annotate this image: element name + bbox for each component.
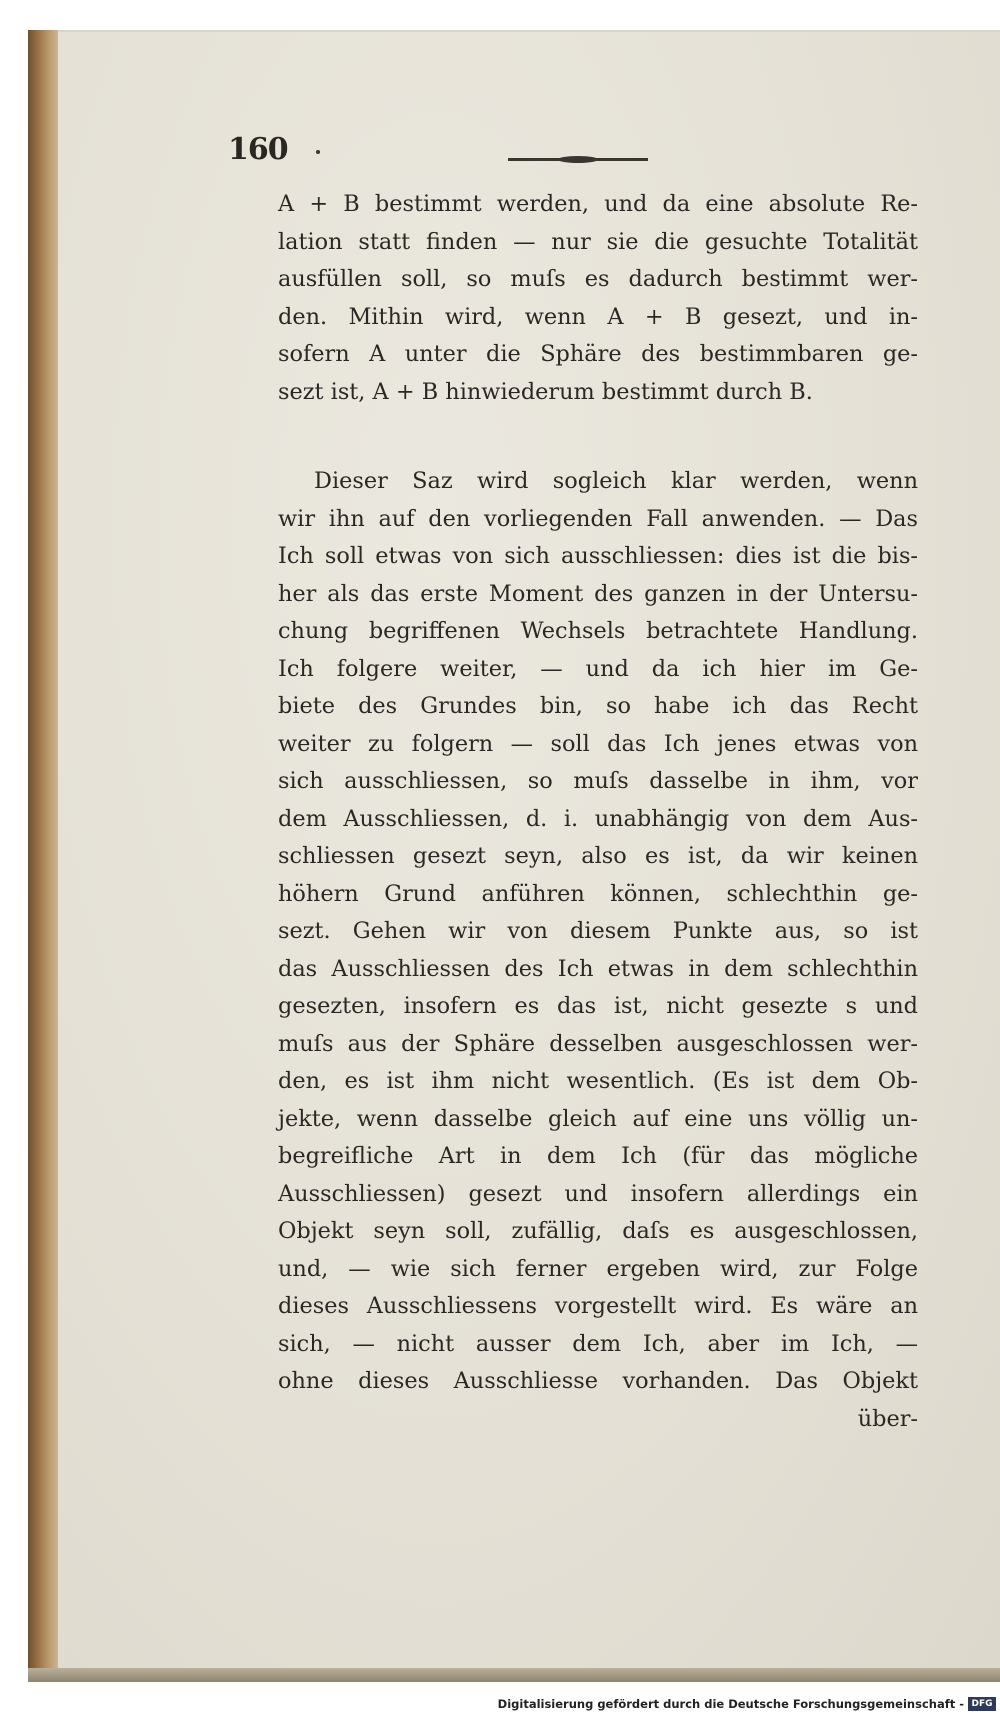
- text-line: her als das erste Moment des ganzen in der Untersu-: [278, 580, 918, 607]
- text-line: den. Mithin wird, wenn A + B gesezt, und in-: [278, 303, 918, 330]
- footer-credit: Digitalisierung gefördert durch die Deutsche Forschungsgemeinschaft -: [497, 1697, 964, 1711]
- catchword: über-: [857, 1405, 918, 1432]
- text-line: das Ausschliessen des Ich etwas in dem schlechthin: [278, 955, 918, 982]
- page-bottom-edge: [28, 1668, 1000, 1682]
- text-line: Ich soll etwas von sich ausschliessen: dies ist die bis-: [278, 543, 918, 569]
- text-line: biete des Grundes bin, so habe ich das Recht: [278, 693, 918, 719]
- header-ornament-rule: [508, 158, 648, 161]
- text-line: Dieser Saz wird sogleich klar werden, wenn: [314, 468, 918, 494]
- text-line: gesezten, insofern es das ist, nicht gesezte s und: [278, 993, 918, 1019]
- dfg-logo-icon: DFG: [968, 1697, 996, 1711]
- text-line: begreifliche Art in dem Ich (für das mögliche: [278, 1143, 918, 1169]
- text-line: jekte, wenn dasselbe gleich auf eine uns völlig un-: [278, 1105, 918, 1132]
- text-line: dem Ausschliessen, d. i. unabhängig von dem Aus-: [278, 805, 918, 832]
- page-number: 160: [228, 132, 288, 167]
- text-line: sezt ist, A + B hinwiederum bestimmt durch B.: [278, 378, 813, 405]
- text-line: A + B bestimmt werden, und da eine absolute Re-: [278, 191, 918, 217]
- paragraph-2: [278, 463, 918, 1438]
- paragraph-1: [278, 186, 918, 411]
- text-line: muſs aus der Sphäre desselben ausgeschlossen wer-: [278, 1030, 918, 1057]
- text-line: sich ausschliessen, so muſs dasselbe in ihm, vor: [278, 768, 918, 794]
- text-line: ohne dieses Ausschliesse vorhanden. Das Objekt: [278, 1368, 918, 1394]
- text-line: sezt. Gehen wir von diesem Punkte aus, so ist: [278, 918, 918, 944]
- text-line: Ich folgere weiter, — und da ich hier im Ge-: [278, 655, 918, 682]
- header-dot: [316, 150, 320, 154]
- text-line: weiter zu folgern — soll das Ich jenes etwas von: [278, 730, 918, 757]
- text-line: höhern Grund anführen können, schlechthin ge-: [278, 880, 918, 907]
- text-line: lation statt finden — nur sie die gesuchte Totalität: [278, 228, 918, 255]
- text-line: den, es ist ihm nicht wesentlich. (Es ist dem Ob-: [278, 1068, 918, 1094]
- text-line: Objekt seyn soll, zufällig, daſs es ausgeschlossen,: [278, 1218, 918, 1244]
- book-spine: [28, 30, 58, 1680]
- text-line: ausfüllen soll, so muſs es dadurch bestimmt wer-: [278, 266, 918, 292]
- text-line: sofern A unter die Sphäre des bestimmbaren ge-: [278, 341, 918, 367]
- text-line: Ausschliessen) gesezt und insofern allerdings ein: [278, 1180, 918, 1207]
- text-line: dieses Ausschliessens vorgestellt wird. Es wäre an: [278, 1293, 918, 1319]
- text-line: wir ihn auf den vorliegenden Fall anwenden. — Das: [278, 505, 918, 532]
- text-line: und, — wie sich ferner ergeben wird, zur Folge: [278, 1255, 918, 1282]
- text-line: sich, — nicht ausser dem Ich, aber im Ich, —: [278, 1330, 918, 1357]
- text-line: schliessen gesezt seyn, also es ist, da wir keinen: [278, 843, 918, 869]
- text-line: chung begriffenen Wechsels betrachtete Handlung.: [278, 618, 918, 644]
